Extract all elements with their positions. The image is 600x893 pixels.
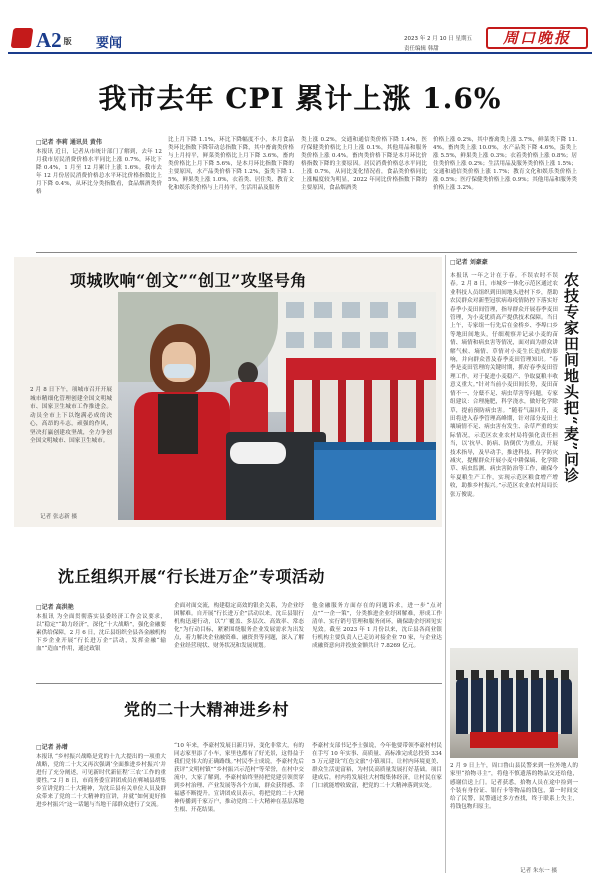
farm-headline-text: 农技专家田间地头把“麦”问诊: [562, 272, 580, 484]
page-number: A2: [36, 28, 62, 52]
editor-credit: 责任编辑 韩甜: [404, 46, 439, 52]
cpi-col1: 本报讯 近日，记者从市统计部门了解到，去年 12 月我市居民消费价格水平同比上涨 0.7%，环比下降 0.4%，1 月至 12 月累计上涨 1.6%。我市去年 12 月份居民消费价格总水平环比价格指数比上月下降 0.4%，从环比分类指数看，食品烟酒类价格: [36, 149, 162, 195]
enterprise-byline: □记者 高洪艳: [36, 604, 74, 611]
police-heads: [456, 670, 572, 680]
enterprise-col3: 他金融服务方面存在的问题诉求，进一步“点对点”“一企一策”，分类推进企业纾困解难，形成工作清单、实行销号管理和服务闭环，确保助企纾困见实见效。截至 2023 年 1 月份以来，沈丘县各商业银行机构主要负责人已走访对接企业 70 家，与企业达成融资意向并投放金额共计 7.8269 亿元。: [312, 603, 442, 649]
party-col2: “10 年来，李豪村发展日新月异，变化非常大，有的同志家里添了小车，家里也都有了好光景，这得益于我们党伟大的正确路线。”村民李士成说，李豪村先后获评“文明村镇”“乡村振兴示范村”等荣誉，在村中交流中，大家了解到，李豪村始终坚持把党建引领贯穿到乡村治理、产业发展等各个方面，群众获得感、幸福感不断提升。宣讲团成员表示，将把党的二十大精神传播到千家万户，推动党的二十大精神在基层落地生根、开花结果。: [174, 743, 304, 813]
banner-cloth: [470, 732, 558, 748]
cpi-col4: 价格上涨 0.2%，其中畜禽类上涨 3.7%，鲜菜类下降 11.4%，畜肉类上涨 10.0%，水产品类下降 4.6%，蛋类上涨 5.5%，鲜果类上涨 0.3%；衣着类价格上涨 0.8%；居住类价格上涨 0.2%；生活用品及服务类价格上涨 1.5%；交通和通信类价格上涨 1.7%；教育文化和娱乐类价格上涨 0.5%；医疗保健类价格上涨 0.9%；其他用品和服务类价格上涨 3.2%。: [433, 137, 577, 191]
enterprise-col2: 企面对面交流，构建稳定高效的银企关系，为企业纾困解难。自开展“行长进万企”活动以来，沈丘县银行机构迅速行动，以“广覆盖、多层次、高效率、常态化”为行动目标，紧紧围绕服务企业发展需求为出发点，着力解决企业融资难、融资贵等问题，深入了解企业经营现状、财务状况和发展规划。: [174, 603, 304, 649]
cpi-headline: 我市去年 CPI 累计上涨 1.6%: [98, 82, 502, 115]
farm-byline: □记者 刘豪豪: [450, 259, 488, 266]
farm-headline: [562, 272, 582, 492]
police-caption: 2 月 9 日上午，周口鲁山县民警来到一位外地人的家里“拾物寻主”，将他不慎遗落的物品交还给他，感谢信送上门。记者获悉，拾物人员在途中捡到一个装有身份证、银行卡等物品的钱包，第一时间交给了民警，民警通过多方查找，终于联系上失主，将钱包物归原主。: [450, 763, 578, 811]
cpi-col2: 比上月下降 1.1%，环比下降幅度不小，本月食品类环比指数下降带动总指数下降，其中畜禽类价格与上月持平，鲜菜类价格比上月下降 3.6%，畜肉类价格比上月下降 5.6%，是本月环比指数下降的主要原因，水产品类价格下降 1.2%，蛋类下降 1.5%，鲜果类上涨 1.0%，衣着类、居住类、教育文化和娱乐类价格与上月持平，生活用品及服务: [168, 137, 294, 191]
create-headline: 项城吹响“创文”“创卫”攻坚号角: [70, 271, 307, 290]
masthead-rule: [8, 52, 592, 54]
cpi-col3: 类上涨 0.2%，交通和通信类价格下降 1.4%，医疗保健类价格比上月上涨 0.1%，其他用品和服务类价格上涨 0.4%。畜肉类价格下降是本月环比价格指数下降的主要原因。居民消费价格总水平同比上涨 0.7%，从同比变化情况看，食品类价格同比上涨幅度较为明显，2022 年同比价格指数下降的主要原因，食品烟酒类: [301, 137, 427, 191]
gloved-hands: [230, 442, 286, 464]
create-photo-credit: 记者 张志新 摄: [40, 514, 78, 520]
enterprise-headline: 沈丘组织开展“行长进万企”专项活动: [58, 567, 325, 586]
police-photo-credit: 记者 朱东一 摄: [520, 868, 558, 874]
divider-2: [36, 683, 442, 684]
create-caption: 2 月 8 日下午，项城市召开开展城市精细化管理创建全国文明城市、国家卫生城市工作推进会。动员全市上下以饱满必成的决心，高昂的斗志，顽强的作风，坚决打赢创建攻坚战，全力争创全国文明城市、国家卫生城市。: [30, 387, 112, 444]
brand-logo: [486, 27, 588, 49]
party-col3: 李豪村支部书记李士强说，今年他要带领李豪村村民在手写 10 年实事、高质量、高标准完成总投资 3345 万元建设“红色文旅”小镇项目，让村内环境更美、群众生活更富裕，为村民高质量发展打好基础。项目建成后，村内将发展壮大村级集体经济，让村民在家门口就能增收致富，把党的二十大精神落到实处。: [312, 743, 442, 789]
brand-logo-text: 周口晚报: [502, 29, 571, 47]
column-separator: [445, 255, 446, 873]
cpi-byline: □记者 李莉 通讯员 黄伟: [36, 139, 102, 146]
party-col1: 本报讯 “乡村振兴战略是党的十九大提出的一项重大战略，党的二十大又再次强调‘全面推进乡村振兴’并进行了充分阐述，可见新时代新征程‘三农’工作的重要性。”2 月 8 日，市商务委宣讲团成员在郸城县胡集乡宣讲党的二十大精神，为沈丘县有关单位人员及群众带来了党的二十大精神的宣讲，并就“如何更好推进乡村振兴”这一话题与当地干部群众进行了交流。: [36, 754, 166, 808]
farm-body: 本报讯 一年之计在于春。不误农时不误春。2 月 8 日，市城乡一体化示范区通过农业科技人员组织到田间地头进村下乡，帮助农民群众对新型冠状病毒疫情防控下落实好春季小麦田间管理，指导群众开展春季麦田管理，为小麦优质高产提供技术保障。当日上午，专家组一行先后在金桥乡、李埠口乡等地田间地头，仔细观察并记录小麦的苗情、墒情和病虫害等情况，面对面为群众讲解气候、墒情、草情对小麦生长造成的影响，并向群众普及春季麦田管理知识。“春季是麦田管理的关键时期，抓好春季麦田管理工作，对于促进小麦稳产、争取夏粮丰收意义重大。”针对当前小麦田间长势，麦田苗情不一、分蘖不足、病虫草害等问题，专家组建议：合理施肥，科学浇水，做好化学除草，提前预防病虫害。“随着气温回升，麦田将进入春季管理高峰期，针对部分麦田土壤墒情不足、病虫害有发生、杂草严重的实际情况，示范区农业农村局将强化责任担当，以‘抗旱、防病、防倒伏’为重点，开展技术指导，及早动手，推进科技、科学防灾减灾，提醒群众开展小麦中耕保墒、化学除草、病虫监测、病虫害防治等工作，确保今年夏粮生产工作，实现示范区粮食增产增收，助推乡村振兴。”示范区农业农村局局长张万俊说。: [450, 273, 558, 498]
section-title: 要闻: [96, 36, 123, 51]
page-suffix: 版: [63, 37, 72, 47]
divider-1: [36, 252, 577, 253]
police-photo: [450, 648, 578, 758]
page-label: [36, 30, 72, 52]
volunteer-woman: [128, 324, 238, 520]
party-headline: 党的二十大精神进乡村: [124, 700, 290, 719]
enterprise-col1: 本报讯 为全面贯彻落实县委经济工作会议要求，以“稳定”“助力经济”，深化“十大战略”，强化金融要素供给保障，2 月 6 日，沈丘县组织全县各金融机构下乡企业开展“行长进万企”活动，发挥金融“输血”“造血”作用，通过政银: [36, 614, 166, 652]
police-group: [456, 678, 572, 734]
page-marker: [11, 28, 34, 48]
window-row: [286, 302, 426, 318]
issue-date: 2023 年 2 月 10 日 星期五: [404, 36, 472, 42]
window-row: [286, 332, 426, 348]
garbage-bin-blue: [314, 442, 436, 520]
party-byline: □记者 孙增: [36, 744, 68, 751]
create-photo: [118, 292, 436, 520]
masthead: [8, 6, 592, 52]
red-archway: [286, 358, 436, 380]
